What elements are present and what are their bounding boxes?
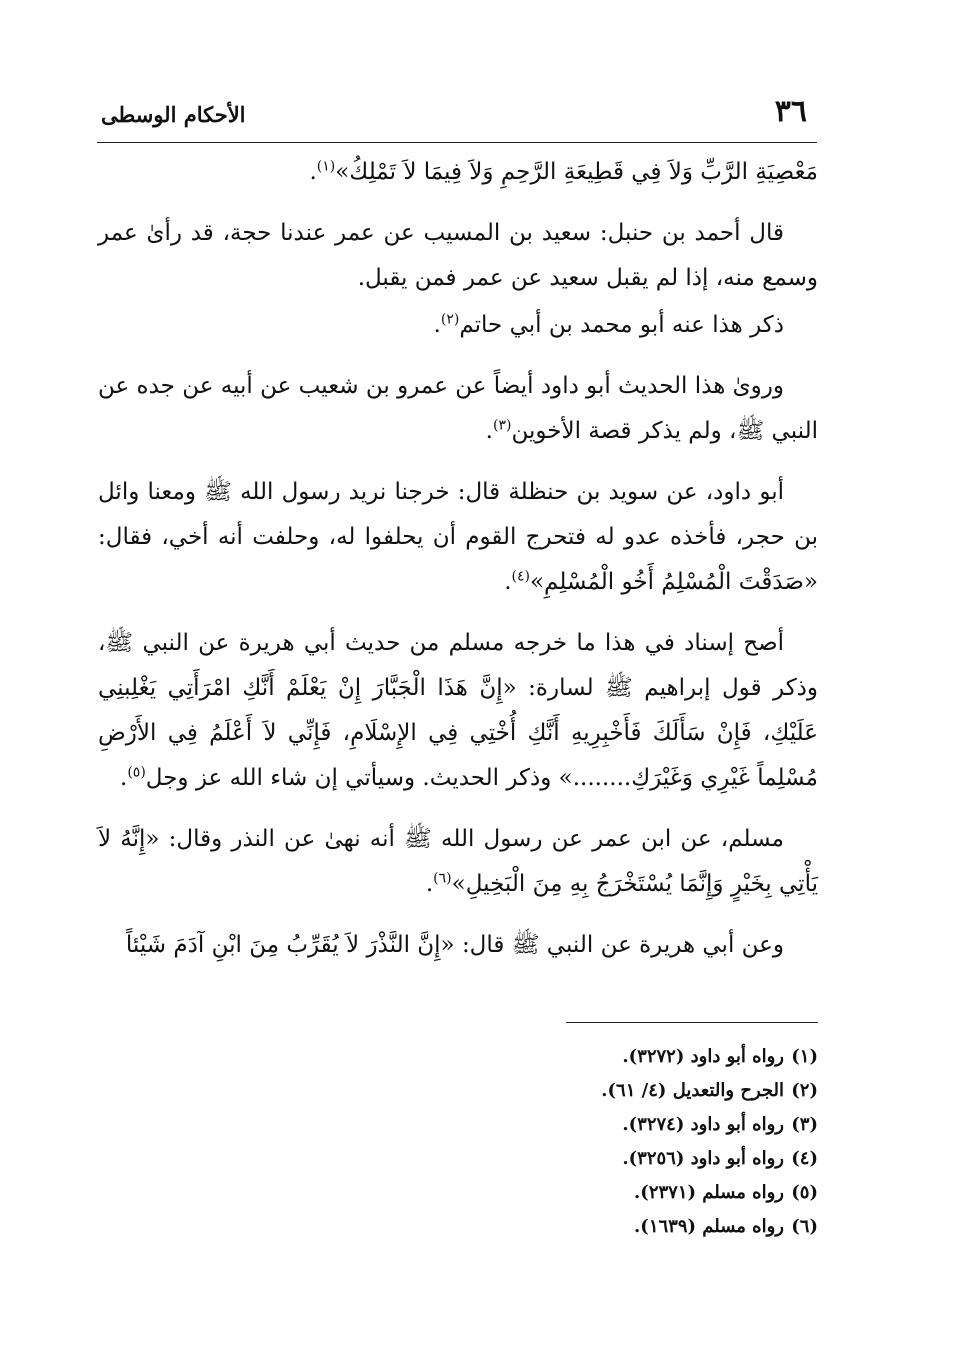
- footnotes: [358, 1040, 818, 1244]
- footnote-number: (٣): [791, 1114, 818, 1135]
- paragraph-text: مسلم، عن ابن عمر عن رسول الله ﷺ أنه نهىٰ عن النذر وقال: «إِنَّهُ لاَ يَأْتِي بِخَيْرٍ وَإِنَّمَا يُسْتَخْرَجُ بِهِ مِنَ الْبَخِيلِ»: [98, 826, 818, 897]
- footnote-text: رواه مسلم (١٦٣٩).: [634, 1216, 784, 1237]
- paragraph-text: وعن أبي هريرة عن النبي ﷺ قال: «إِنَّ النَّذْرَ لاَ يُقَرِّبُ مِنَ ابْنِ آدَمَ شَيْئاً: [125, 932, 784, 958]
- paragraph: [98, 923, 818, 968]
- footnote-text: رواه مسلم (٢٣٧١).: [634, 1182, 784, 1203]
- paragraph-text: أصح إسناد في هذا ما خرجه مسلم من حديث أبي هريرة عن النبي ﷺ، وذكر قول إبراهيم ﷺ لسارة: «إِنَّ هَذَا الْجَبَّارَ إِنْ يَعْلَمْ أَنَّكِ امْرَأَتِي يَغْلِبنِي عَلَيْكِ، فَإِنْ سَأَلَكَ فَأَخْبِرِيهِ أَنَّكِ أُخْتِي فِي الإِسْلَامِ، فَإِنِّي لاَ أَعْلَمُ فِي الأَرْضِ مُسْلِماً غَيْرِي وَغَيْرَكِ........» وذكر الحديث. وسيأتي إن شاء الله عز وجل: [98, 630, 818, 791]
- paragraph-end: .: [504, 569, 512, 595]
- main-text: [98, 150, 818, 984]
- footnote: [358, 1210, 818, 1244]
- page-header: [97, 88, 817, 143]
- footnote: [358, 1040, 818, 1074]
- footnote-number: (١): [791, 1046, 818, 1067]
- paragraph-text: ذكر هذا عنه أبو محمد بن أبي حاتم: [459, 312, 784, 338]
- footnote-ref: (٣): [492, 417, 512, 434]
- running-title: الأحكام الوسطى: [101, 102, 246, 127]
- paragraph: [98, 211, 818, 301]
- footnote-text: رواه أبو داود (٣٢٧٤).: [622, 1114, 784, 1135]
- paragraph-text: قال أحمد بن حنبل: سعيد بن المسيب عن عمر عندنا حجة، قد رأىٰ عمر وسمع منه، إذا لم يقبل سعيد عن عمر فمن يقبل.: [98, 220, 818, 291]
- page-number: ٣٦: [774, 94, 807, 129]
- footnote-ref: (٢): [440, 311, 460, 328]
- footnote-ref: (١): [316, 158, 336, 175]
- footnote-number: (٦): [791, 1216, 818, 1237]
- paragraph: [98, 364, 818, 454]
- paragraph-end: .: [425, 871, 434, 897]
- footnote-divider: [566, 1022, 818, 1023]
- paragraph-text: مَعْصِيَةِ الرَّبِّ وَلاَ فِي قَطِيعَةِ الرَّحِمِ وَلاَ فِيمَا لاَ تَمْلِكُ»: [335, 159, 818, 185]
- footnote-text: رواه أبو داود (٣٢٥٦).: [622, 1148, 784, 1169]
- footnote-number: (٤): [791, 1148, 818, 1169]
- paragraph: [98, 470, 818, 605]
- paragraph-text: ورویٰ هذا الحديث أبو داود أيضاً عن عمرو بن شعيب عن أبيه عن جده عن النبي ﷺ، ولم يذكر قصة الأخوين: [98, 373, 818, 444]
- footnote-text: رواه أبو داود (٣٢٧٢).: [622, 1046, 784, 1067]
- footnote-ref: (٦): [433, 870, 452, 887]
- footnote: [358, 1176, 818, 1210]
- footnote: [358, 1142, 818, 1176]
- footnote-text: الجرح والتعديل (٤/ ٦١).: [601, 1080, 784, 1101]
- paragraph-end: .: [433, 312, 441, 338]
- paragraph-end: .: [309, 159, 317, 185]
- paragraph: [98, 621, 818, 801]
- paragraph: [98, 150, 818, 195]
- paragraph-end: .: [120, 765, 128, 791]
- paragraph: [98, 817, 818, 907]
- footnote-number: (٥): [791, 1182, 818, 1203]
- footnote: [358, 1074, 818, 1108]
- footnote: [358, 1108, 818, 1142]
- footnote-ref: (٥): [127, 764, 146, 781]
- footnote-ref: (٤): [511, 568, 530, 585]
- paragraph-end: .: [485, 418, 493, 444]
- paragraph-text: أبو داود، عن سويد بن حنظلة قال: خرجنا نريد رسول الله ﷺ ومعنا وائل بن حجر، فأخذه عدو له فتحرج القوم أن يحلفوا له، وحلفت أنه أخي، فقال: «صَدَقْتَ الْمُسْلِمُ أَخُو الْمُسْلِمِ»: [98, 479, 818, 595]
- paragraph: [98, 303, 818, 348]
- footnote-number: (٢): [791, 1080, 818, 1101]
